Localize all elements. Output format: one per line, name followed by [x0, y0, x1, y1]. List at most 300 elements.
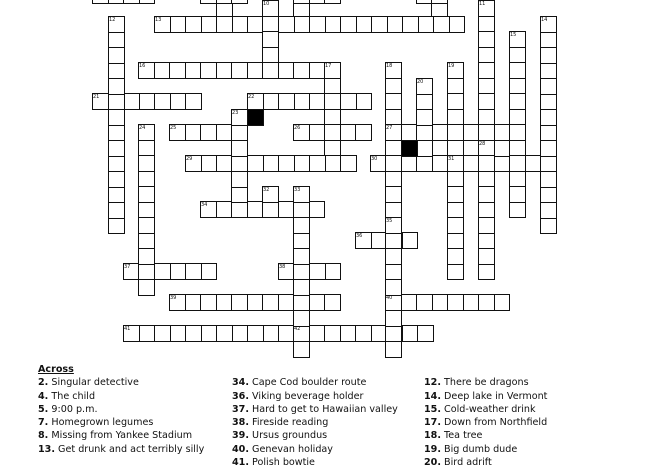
grid-cell[interactable]: [416, 294, 433, 311]
grid-cell[interactable]: [385, 93, 402, 110]
grid-cell[interactable]: [324, 124, 341, 141]
grid-cell[interactable]: [108, 47, 125, 64]
grid-cell[interactable]: [293, 279, 310, 296]
grid-cell[interactable]: [231, 171, 248, 188]
clue-item: [424, 390, 547, 403]
clue-number: 40.: [232, 443, 249, 455]
grid-cell[interactable]: [108, 78, 125, 95]
grid-cell[interactable]: [185, 124, 202, 141]
grid-cell[interactable]: [170, 93, 187, 110]
grid-cell[interactable]: [293, 295, 310, 312]
clue-text: Homegrown legumes: [48, 417, 154, 429]
grid-cell[interactable]: [433, 16, 450, 33]
grid-cell[interactable]: [385, 248, 402, 265]
grid-cell[interactable]: [325, 16, 342, 33]
grid-cell[interactable]: [540, 32, 557, 49]
grid-cell[interactable]: [478, 47, 495, 64]
clue-item: [232, 456, 398, 469]
grid-cell[interactable]: [447, 171, 464, 188]
clue-number-label: 21: [93, 93, 100, 100]
down-clues-column: [424, 363, 547, 469]
grid-cell[interactable]: [401, 124, 418, 141]
clue-text: Ursus groundus: [249, 430, 328, 442]
grid-cell[interactable]: [154, 62, 171, 79]
grid-cell[interactable]: [92, 0, 109, 4]
grid-cell[interactable]: [139, 0, 156, 4]
clue-number-label: 37: [124, 263, 131, 270]
clue-item: [424, 456, 547, 469]
clue-number-label: 34: [201, 201, 208, 208]
grid-cell[interactable]: [387, 16, 404, 33]
grid-cell[interactable]: [309, 201, 326, 218]
grid-cell[interactable]: [478, 31, 495, 48]
grid-cell[interactable]: [463, 124, 480, 141]
grid-cell[interactable]: [478, 16, 495, 33]
grid-cell[interactable]: [185, 62, 202, 79]
grid-cell[interactable]: [231, 201, 248, 218]
clue-item: [232, 390, 398, 403]
grid-cell[interactable]: [324, 78, 341, 95]
grid-cell[interactable]: [216, 62, 233, 79]
grid-cell[interactable]: [108, 109, 125, 126]
grid-cell[interactable]: [478, 294, 495, 311]
grid-cell[interactable]: [108, 202, 125, 219]
clue-item: [38, 429, 204, 442]
grid-cell[interactable]: [263, 155, 280, 172]
grid-cell[interactable]: [293, 264, 310, 281]
clue-item: [424, 403, 547, 416]
grid-cell[interactable]: [540, 202, 557, 219]
grid-cell[interactable]: [201, 155, 218, 172]
grid-cell[interactable]: [324, 109, 341, 126]
grid-cell[interactable]: [416, 94, 433, 111]
grid-cell[interactable]: [494, 140, 511, 157]
clue-number: 37.: [232, 403, 249, 415]
grid-cell[interactable]: [293, 310, 310, 327]
clue-number-label: 40: [386, 294, 393, 301]
grid-cell[interactable]: [293, 217, 310, 234]
clue-number-label: 28: [479, 140, 486, 147]
clue-item: [424, 376, 547, 389]
clue-number: 36.: [232, 390, 249, 402]
grid-cell[interactable]: [294, 155, 311, 172]
grid-cell[interactable]: [385, 310, 402, 327]
grid-cell[interactable]: [108, 187, 125, 204]
grid-cell[interactable]: [540, 156, 557, 173]
clue-number: 12.: [424, 377, 441, 389]
grid-cell[interactable]: [385, 186, 402, 203]
grid-cell[interactable]: [108, 218, 125, 235]
grid-cell[interactable]: [449, 16, 466, 33]
grid-cell[interactable]: [416, 156, 433, 173]
grid-cell[interactable]: [324, 140, 341, 157]
grid-cell[interactable]: [447, 217, 464, 234]
grid-cell[interactable]: [447, 93, 464, 110]
grid-cell[interactable]: [401, 294, 418, 311]
grid-cell[interactable]: [447, 294, 464, 311]
clue-text: Genevan holiday: [249, 443, 333, 455]
grid-cell[interactable]: [185, 294, 202, 311]
clue-number-label: 27: [386, 124, 393, 131]
clue-number-label: 42: [294, 325, 301, 332]
grid-cell[interactable]: [278, 155, 295, 172]
grid-cell[interactable]: [385, 140, 402, 157]
clue-number-label: 17: [325, 62, 332, 69]
grid-cell[interactable]: [201, 325, 218, 342]
grid-cell[interactable]: [447, 186, 464, 203]
grid-cell[interactable]: [309, 155, 326, 172]
grid-cell[interactable]: [138, 264, 155, 281]
grid-cell[interactable]: [478, 78, 495, 95]
grid-cell[interactable]: [509, 124, 526, 141]
grid-cell[interactable]: [355, 325, 372, 342]
grid-cell[interactable]: [139, 93, 156, 110]
grid-cell[interactable]: [309, 263, 326, 280]
grid-cell[interactable]: [402, 232, 419, 249]
grid-cell[interactable]: [216, 325, 233, 342]
grid-cell[interactable]: [385, 279, 402, 296]
grid-cell[interactable]: [262, 16, 279, 33]
grid-cell[interactable]: [478, 124, 495, 141]
grid-cell[interactable]: [509, 140, 526, 157]
grid-cell[interactable]: [463, 294, 480, 311]
grid-cell[interactable]: [216, 294, 233, 311]
clue-number: 7.: [38, 417, 49, 429]
grid-cell[interactable]: [385, 264, 402, 281]
grid-cell[interactable]: [169, 62, 186, 79]
grid-cell[interactable]: [294, 93, 311, 110]
clue-text: Cold-weather drink: [441, 403, 536, 415]
grid-cell[interactable]: [216, 124, 233, 141]
grid-cell[interactable]: [263, 93, 280, 110]
clue-item: [424, 429, 547, 442]
clue-number-label: 18: [386, 62, 393, 69]
grid-cell[interactable]: [416, 109, 433, 126]
grid-cell[interactable]: [340, 325, 357, 342]
grid-cell[interactable]: [123, 0, 140, 4]
grid-cell[interactable]: [540, 171, 557, 188]
clue-number: 18.: [424, 430, 441, 442]
grid-cell[interactable]: [309, 0, 326, 4]
grid-cell[interactable]: [200, 0, 217, 4]
clue-number-label: 31: [448, 155, 455, 162]
grid-cell[interactable]: [478, 93, 495, 110]
clue-number-label: 39: [170, 294, 177, 301]
grid-cell[interactable]: [340, 155, 357, 172]
grid-cell[interactable]: [138, 233, 155, 250]
clue-text: Viking beverage holder: [249, 390, 364, 402]
grid-cell[interactable]: [540, 47, 557, 64]
grid-cell[interactable]: [185, 325, 202, 342]
grid-cell[interactable]: [108, 32, 125, 49]
clue-item: [38, 376, 204, 389]
grid-cell[interactable]: [478, 233, 495, 250]
grid-cell[interactable]: [418, 16, 435, 33]
grid-cell[interactable]: [340, 16, 357, 33]
grid-cell[interactable]: [293, 248, 310, 265]
grid-cell[interactable]: [108, 171, 125, 188]
clue-number-label: 22: [248, 93, 255, 100]
grid-cell[interactable]: [309, 62, 326, 79]
grid-cell[interactable]: [231, 62, 248, 79]
grid-cell[interactable]: [309, 124, 326, 141]
clue-number-label: 41: [124, 325, 131, 332]
grid-cell[interactable]: [509, 93, 526, 110]
grid-cell[interactable]: [154, 93, 171, 110]
grid-cell[interactable]: [402, 16, 419, 33]
grid-cell[interactable]: [447, 78, 464, 95]
grid-cell[interactable]: [278, 294, 295, 311]
grid-cell[interactable]: [278, 16, 295, 33]
grid-cell[interactable]: [185, 16, 202, 33]
grid-cell[interactable]: [494, 124, 511, 141]
grid-cell[interactable]: [478, 264, 495, 281]
clue-number-label: 30: [371, 155, 378, 162]
clue-item: [424, 416, 547, 429]
grid-cell[interactable]: [509, 171, 526, 188]
grid-cell[interactable]: [385, 171, 402, 188]
grid-cell[interactable]: [385, 233, 402, 250]
grid-cell[interactable]: [138, 248, 155, 265]
clue-number-label: 35: [386, 217, 393, 224]
grid-cell[interactable]: [340, 124, 357, 141]
grid-cell[interactable]: [540, 125, 557, 142]
grid-cell[interactable]: [494, 294, 511, 311]
grid-cell[interactable]: [108, 140, 125, 157]
clue-number-label: 26: [294, 124, 301, 131]
grid-cell[interactable]: [385, 109, 402, 126]
grid-cell[interactable]: [231, 140, 248, 157]
grid-cell[interactable]: [356, 93, 373, 110]
grid-cell[interactable]: [478, 186, 495, 203]
grid-cell[interactable]: [170, 263, 187, 280]
clue-text: Bird adrift: [441, 457, 492, 469]
grid-cell[interactable]: [232, 16, 249, 33]
grid-cell[interactable]: [231, 0, 248, 4]
clue-item: [38, 403, 204, 416]
grid-cell[interactable]: [154, 325, 171, 342]
grid-cell[interactable]: [170, 325, 187, 342]
grid-cell[interactable]: [540, 78, 557, 95]
grid-cell[interactable]: [540, 187, 557, 204]
grid-cell[interactable]: [416, 125, 433, 142]
grid-cell[interactable]: [108, 156, 125, 173]
grid-cell[interactable]: [478, 109, 495, 126]
grid-cell[interactable]: [447, 264, 464, 281]
grid-cell[interactable]: [478, 248, 495, 265]
clue-number: 4.: [38, 390, 49, 402]
clue-text: Polish bowtie: [249, 457, 315, 469]
grid-cell[interactable]: [417, 325, 434, 342]
clue-text: Get drunk and act terribly silly: [55, 443, 205, 455]
grid-cell[interactable]: [216, 201, 233, 218]
grid-cell[interactable]: [385, 78, 402, 95]
grid-cell[interactable]: [385, 341, 402, 358]
grid-cell[interactable]: [247, 62, 264, 79]
grid-cell[interactable]: [509, 202, 526, 219]
grid-cell[interactable]: [509, 62, 526, 79]
grid-cell[interactable]: [200, 294, 217, 311]
grid-cell[interactable]: [324, 0, 341, 4]
grid-cell[interactable]: [509, 155, 526, 172]
clue-number: 39.: [232, 430, 249, 442]
clue-number-label: 25: [170, 124, 177, 131]
clue-text: 9:00 p.m.: [48, 403, 98, 415]
grid-cell[interactable]: [478, 202, 495, 219]
grid-cell[interactable]: [371, 16, 388, 33]
grid-cell[interactable]: [294, 16, 311, 33]
grid-cell[interactable]: [185, 93, 202, 110]
clue-text: Big dumb dude: [441, 443, 518, 455]
grid-cell[interactable]: [416, 140, 433, 157]
grid-cell[interactable]: [247, 201, 264, 218]
grid-cell[interactable]: [139, 325, 156, 342]
grid-cell[interactable]: [324, 93, 341, 110]
grid-cell[interactable]: [278, 93, 295, 110]
grid-cell[interactable]: [123, 93, 140, 110]
grid-cell[interactable]: [385, 202, 402, 219]
clue-item: [232, 416, 398, 429]
grid-cell[interactable]: [262, 31, 279, 48]
grid-cell[interactable]: [138, 140, 155, 157]
grid-cell[interactable]: [385, 326, 402, 343]
grid-cell[interactable]: [231, 125, 248, 142]
grid-cell[interactable]: [278, 201, 295, 218]
grid-cell[interactable]: [138, 155, 155, 172]
across-clues-column-2: [232, 363, 398, 469]
grid-cell[interactable]: [108, 94, 125, 111]
grid-cell[interactable]: [232, 325, 249, 342]
grid-cell[interactable]: [293, 62, 310, 79]
grid-cell[interactable]: [478, 155, 495, 172]
clue-text: Tea tree: [441, 430, 483, 442]
grid-cell[interactable]: [247, 155, 264, 172]
clue-text: Singular detective: [48, 377, 139, 389]
grid-cell[interactable]: [231, 294, 248, 311]
grid-cell[interactable]: [325, 155, 342, 172]
grid-cell[interactable]: [540, 140, 557, 157]
grid-cell[interactable]: [108, 0, 125, 4]
grid-cell[interactable]: [340, 93, 357, 110]
clue-text: Missing from Yankee Stadium: [48, 430, 193, 442]
grid-cell[interactable]: [309, 325, 326, 342]
clue-item: [38, 443, 204, 456]
grid-cell[interactable]: [293, 233, 310, 250]
grid-cell[interactable]: [138, 202, 155, 219]
grid-cell[interactable]: [509, 78, 526, 95]
grid-cell[interactable]: [402, 325, 419, 342]
clue-number-label: 19: [448, 62, 455, 69]
clue-number-label: 15: [510, 31, 517, 38]
grid-cell[interactable]: [309, 294, 326, 311]
grid-cell[interactable]: [478, 62, 495, 79]
grid-cell[interactable]: [324, 325, 341, 342]
grid-cell[interactable]: [247, 294, 264, 311]
grid-cell[interactable]: [201, 263, 218, 280]
clue-number-label: 16: [139, 62, 146, 69]
across-clues-column-1: [38, 363, 204, 456]
clue-number: 13.: [38, 443, 55, 455]
grid-cell[interactable]: [138, 279, 155, 296]
grid-cell[interactable]: [447, 140, 464, 157]
clue-item: [424, 443, 547, 456]
grid-cell[interactable]: [170, 16, 187, 33]
clue-number: 2.: [38, 377, 49, 389]
grid-cell[interactable]: [355, 124, 372, 141]
clue-number-label: 29: [186, 155, 193, 162]
clue-number: 5.: [38, 403, 49, 415]
grid-cell[interactable]: [154, 263, 171, 280]
grid-cell[interactable]: [278, 62, 295, 79]
clue-number-label: 33: [294, 186, 301, 193]
grid-cell[interactable]: [138, 186, 155, 203]
grid-cell[interactable]: [447, 109, 464, 126]
grid-cell[interactable]: [231, 156, 248, 173]
grid-cell[interactable]: [108, 125, 125, 142]
grid-cell[interactable]: [262, 62, 279, 79]
clue-number-label: 23: [232, 109, 239, 116]
grid-cell[interactable]: [185, 263, 202, 280]
grid-cell[interactable]: [540, 63, 557, 80]
grid-cell[interactable]: [201, 16, 218, 33]
clue-number: 20.: [424, 457, 441, 469]
grid-cell[interactable]: [262, 47, 279, 64]
grid-cell[interactable]: [540, 109, 557, 126]
grid-cell[interactable]: [447, 124, 464, 141]
grid-cell[interactable]: [447, 248, 464, 265]
grid-cell[interactable]: [385, 155, 402, 172]
grid-cell[interactable]: [447, 202, 464, 219]
grid-cell[interactable]: [478, 217, 495, 234]
black-square: [401, 140, 418, 157]
grid-cell[interactable]: [447, 233, 464, 250]
grid-cell[interactable]: [263, 325, 280, 342]
grid-cell[interactable]: [540, 94, 557, 111]
across-header: Across: [38, 364, 74, 375]
grid-cell[interactable]: [478, 171, 495, 188]
grid-cell[interactable]: [200, 62, 217, 79]
grid-cell[interactable]: [231, 187, 248, 204]
grid-cell[interactable]: [247, 325, 264, 342]
grid-cell[interactable]: [509, 109, 526, 126]
clue-number: 19.: [424, 443, 441, 455]
grid-cell[interactable]: [432, 294, 449, 311]
grid-cell[interactable]: [216, 16, 233, 33]
grid-cell[interactable]: [325, 263, 342, 280]
grid-cell[interactable]: [356, 16, 373, 33]
grid-cell[interactable]: [108, 63, 125, 80]
grid-cell[interactable]: [509, 47, 526, 64]
grid-cell[interactable]: [432, 124, 449, 141]
black-square: [247, 109, 264, 126]
clue-number-label: 10: [263, 0, 270, 7]
grid-cell[interactable]: [293, 202, 310, 219]
clue-number: 8.: [38, 430, 49, 442]
grid-cell[interactable]: [293, 341, 310, 358]
clue-number-label: 20: [417, 78, 424, 85]
grid-cell[interactable]: [509, 186, 526, 203]
grid-cell[interactable]: [138, 171, 155, 188]
grid-cell[interactable]: [309, 16, 326, 33]
grid-cell[interactable]: [262, 202, 279, 219]
clue-number: 41.: [232, 457, 249, 469]
grid-cell[interactable]: [200, 124, 217, 141]
grid-cell[interactable]: [138, 217, 155, 234]
grid-cell[interactable]: [540, 218, 557, 235]
grid-cell[interactable]: [262, 294, 279, 311]
grid-cell[interactable]: [324, 294, 341, 311]
clue-number: 38.: [232, 417, 249, 429]
